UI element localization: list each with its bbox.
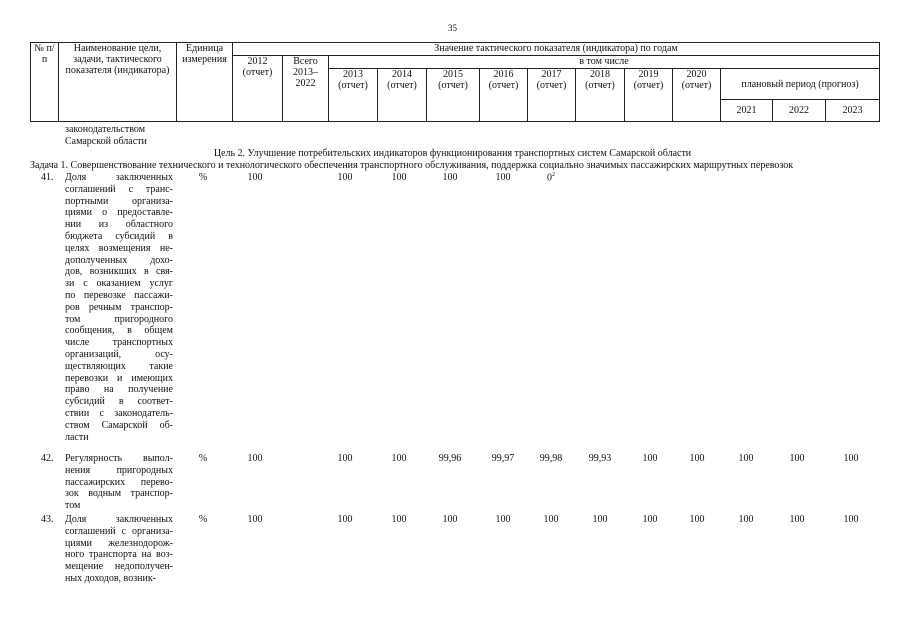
- value-cell: 99,97: [491, 453, 515, 464]
- indicator-name-line: ством Самарской об-: [65, 419, 173, 431]
- indicator-name-line: мещение недополучен-: [65, 561, 173, 573]
- value-cell: 100: [642, 514, 658, 525]
- indicator-table-header: [30, 42, 880, 122]
- carryover-line: Самарской области: [65, 136, 147, 147]
- value-cell: 100: [337, 514, 353, 525]
- goal-heading: Цель 2. Улучшение потребительских индикаторов функционирования транспортных систем Самарской области: [213, 148, 692, 159]
- value-cell: 99,98: [539, 453, 563, 464]
- value-cell: 100: [391, 172, 407, 183]
- row-number: 43.: [41, 514, 54, 525]
- col-total-header: Всего 2013–2022: [283, 56, 329, 122]
- col-unit-header: Единица измерения: [177, 43, 233, 122]
- col-year-header: 2014 (отчет): [378, 69, 427, 122]
- col-year-header: 2016 (отчет): [480, 69, 528, 122]
- col-incl-header: в том числе: [329, 56, 880, 69]
- value-cell: 100: [543, 514, 559, 525]
- indicator-name-line: циями железнодорож-: [65, 537, 173, 549]
- indicator-name-line: зок водным транспор-: [65, 488, 173, 500]
- indicator-name-line: зи с оказанием услуг: [65, 278, 173, 290]
- col-values-header: Значение тактического показателя (индикатора) по годам: [233, 43, 880, 56]
- value-cell: 100: [391, 453, 407, 464]
- col-year-header: 2015 (отчет): [427, 69, 480, 122]
- col-plan-header: плановый период (прогноз): [721, 69, 880, 100]
- indicator-name-line: право на получение: [65, 384, 173, 396]
- value-cell: 100: [495, 172, 511, 183]
- value-2012: 100: [247, 514, 263, 525]
- indicator-name-line: ров речным транспор-: [65, 301, 173, 313]
- carryover-line: законодательством: [65, 124, 146, 135]
- value-cell: 100: [843, 514, 859, 525]
- indicator-name-line: ласти: [65, 431, 89, 443]
- indicator-name-line: ных доходов, возник-: [65, 573, 157, 584]
- unit-cell: %: [198, 514, 208, 525]
- indicator-name-line: дов, возникших в свя-: [65, 266, 173, 278]
- indicator-name-line: ствии с законодатель-: [65, 408, 173, 419]
- indicator-name-line: Регулярность выпол-: [65, 453, 173, 464]
- value-cell: 100: [738, 453, 754, 464]
- indicator-name-line: сообщения, в общем: [65, 325, 173, 337]
- indicator-name-line: Доля заключенных: [65, 172, 173, 183]
- value-cell: 100: [337, 172, 353, 183]
- footnote-mark: 2: [552, 172, 555, 178]
- value-2012: 100: [247, 453, 263, 464]
- indicator-name-line: дополученных дохо-: [65, 254, 173, 266]
- col-2012-header: 2012 (отчет): [233, 56, 283, 122]
- task-heading: Задача 1. Совершенствование технического и технологического обеспечения транспортного обслуживания, поддержка социально значимых пассажирских маршрутных перевозок: [30, 160, 794, 171]
- col-year-header: 2013 (отчет): [329, 69, 378, 122]
- page-number: 35: [448, 23, 457, 33]
- indicator-name-line: циями о предоставле-: [65, 207, 173, 219]
- value-cell: 99,96: [438, 453, 462, 464]
- value-cell: 100: [592, 514, 608, 525]
- col-name-header: Наименование цели, задачи, тактического показателя (индикатора): [59, 43, 177, 122]
- indicator-name-line: ного транспорта на воз-: [65, 549, 173, 561]
- row-number: 42.: [41, 453, 54, 464]
- value-2012: 100: [247, 172, 263, 183]
- indicator-name-line: том пригородного: [65, 313, 173, 325]
- value-cell: 100: [689, 514, 705, 525]
- unit-cell: %: [198, 453, 208, 464]
- indicator-name-line: числе транспортных: [65, 337, 173, 349]
- col-plan-year: 2023: [826, 100, 880, 122]
- value-cell: 99,93: [588, 453, 612, 464]
- indicator-name-line: целях возмещения не-: [65, 242, 173, 254]
- col-year-header: 2020 (отчет): [673, 69, 721, 122]
- value-cell: 100: [738, 514, 754, 525]
- indicator-name-line: портными организа-: [65, 195, 173, 207]
- indicator-name-line: нения пригородных: [65, 464, 173, 476]
- row-number: 41.: [41, 172, 54, 183]
- unit-cell: %: [198, 172, 208, 183]
- col-num-header: № п/п: [31, 43, 59, 122]
- indicator-name-line: нии из областного: [65, 219, 173, 231]
- value-cell: 100: [843, 453, 859, 464]
- col-plan-year: 2021: [721, 100, 773, 122]
- value-cell: 100: [689, 453, 705, 464]
- col-year-header: 2017 (отчет): [528, 69, 576, 122]
- indicator-name-line: ществляющих такие: [65, 360, 173, 372]
- value-cell: 100: [642, 453, 658, 464]
- value-cell: 100: [442, 514, 458, 525]
- value-cell: 100: [495, 514, 511, 525]
- value-cell: 100: [337, 453, 353, 464]
- value-cell: 100: [391, 514, 407, 525]
- value-cell: 100: [442, 172, 458, 183]
- indicator-name-line: соглашений с организа-: [65, 525, 173, 537]
- indicator-name-line: организаций, осу-: [65, 349, 173, 360]
- value-cell: $0^2$: [547, 172, 555, 184]
- indicator-name-line: бюджета субсидий в: [65, 231, 173, 242]
- value-cell: 100: [789, 514, 805, 525]
- indicator-name-line: Доля заключенных: [65, 514, 173, 525]
- indicator-name-line: пассажирских перево-: [65, 476, 173, 488]
- indicator-name-line: соглашений с транс-: [65, 183, 173, 195]
- col-plan-year: 2022: [773, 100, 826, 122]
- value-cell: 100: [789, 453, 805, 464]
- col-year-header: 2018 (отчет): [576, 69, 625, 122]
- col-year-header: 2019 (отчет): [625, 69, 673, 122]
- indicator-name-line: по перевозке пассажи-: [65, 290, 173, 301]
- indicator-name-line: субсидий в соответ-: [65, 396, 173, 408]
- indicator-name-line: перевозки и имеющих: [65, 372, 173, 384]
- indicator-name-line: том: [65, 500, 81, 512]
